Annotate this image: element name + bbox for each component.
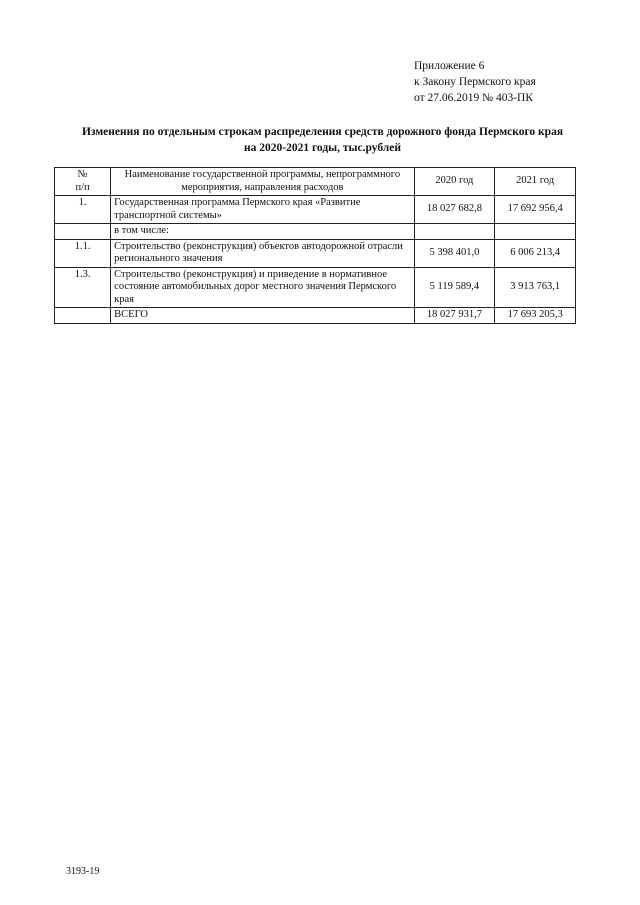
- appendix-line-1: Приложение 6: [414, 60, 485, 72]
- table-total-row: [55, 308, 576, 324]
- table-header-row: [55, 168, 576, 196]
- header-2020: 2020 год: [414, 168, 495, 196]
- row-2020: [414, 224, 495, 240]
- row-2020: 5 398 401,0: [414, 239, 495, 267]
- title-line-1: Изменения по отдельным строкам распределения средств дорожного фонда Пермского края: [81, 126, 564, 138]
- table-row: [55, 267, 576, 308]
- row-2020: 5 119 589,4: [414, 267, 495, 308]
- appendix-block: [414, 58, 536, 106]
- row-name: Строительство (реконструкция) и приведение в нормативное состояние автомобильных дорог местного значения Пермского края: [111, 267, 414, 308]
- table-row: [55, 239, 576, 267]
- row-2021: [495, 224, 576, 240]
- row-2020: 18 027 682,8: [414, 196, 495, 224]
- row-num: 1.: [55, 196, 111, 224]
- table-row: [55, 196, 576, 224]
- row-2021: 6 006 213,4: [495, 239, 576, 267]
- table-row: [55, 224, 576, 240]
- row-2020: 18 027 931,7: [414, 308, 495, 324]
- row-2021: 3 913 763,1: [495, 267, 576, 308]
- row-name: Государственная программа Пермского края «Развитие транспортной системы»: [111, 196, 414, 224]
- header-name: Наименование государственной программы, непрограммного мероприятия, направления расходов: [111, 168, 414, 196]
- row-num: 1.1.: [55, 239, 111, 267]
- row-num: 1.3.: [55, 267, 111, 308]
- row-num: [55, 224, 111, 240]
- header-2021: 2021 год: [495, 168, 576, 196]
- row-name: ВСЕГО: [111, 308, 414, 324]
- document-title: [30, 124, 615, 156]
- budget-table: [54, 167, 576, 324]
- document-code: 3193-19: [66, 866, 100, 877]
- row-name: Строительство (реконструкция) объектов автодорожной отрасли регионального значения: [111, 239, 414, 267]
- title-line-2: на 2020-2021 годы, тыс.рублей: [244, 142, 401, 154]
- row-2021: 17 692 956,4: [495, 196, 576, 224]
- header-num: № п/п: [55, 168, 111, 196]
- appendix-line-2: к Закону Пермского края: [414, 76, 536, 88]
- row-num: [55, 308, 111, 324]
- row-2021: 17 693 205,3: [495, 308, 576, 324]
- appendix-line-3: от 27.06.2019 № 403-ПК: [414, 92, 534, 104]
- row-name: в том числе:: [111, 224, 414, 240]
